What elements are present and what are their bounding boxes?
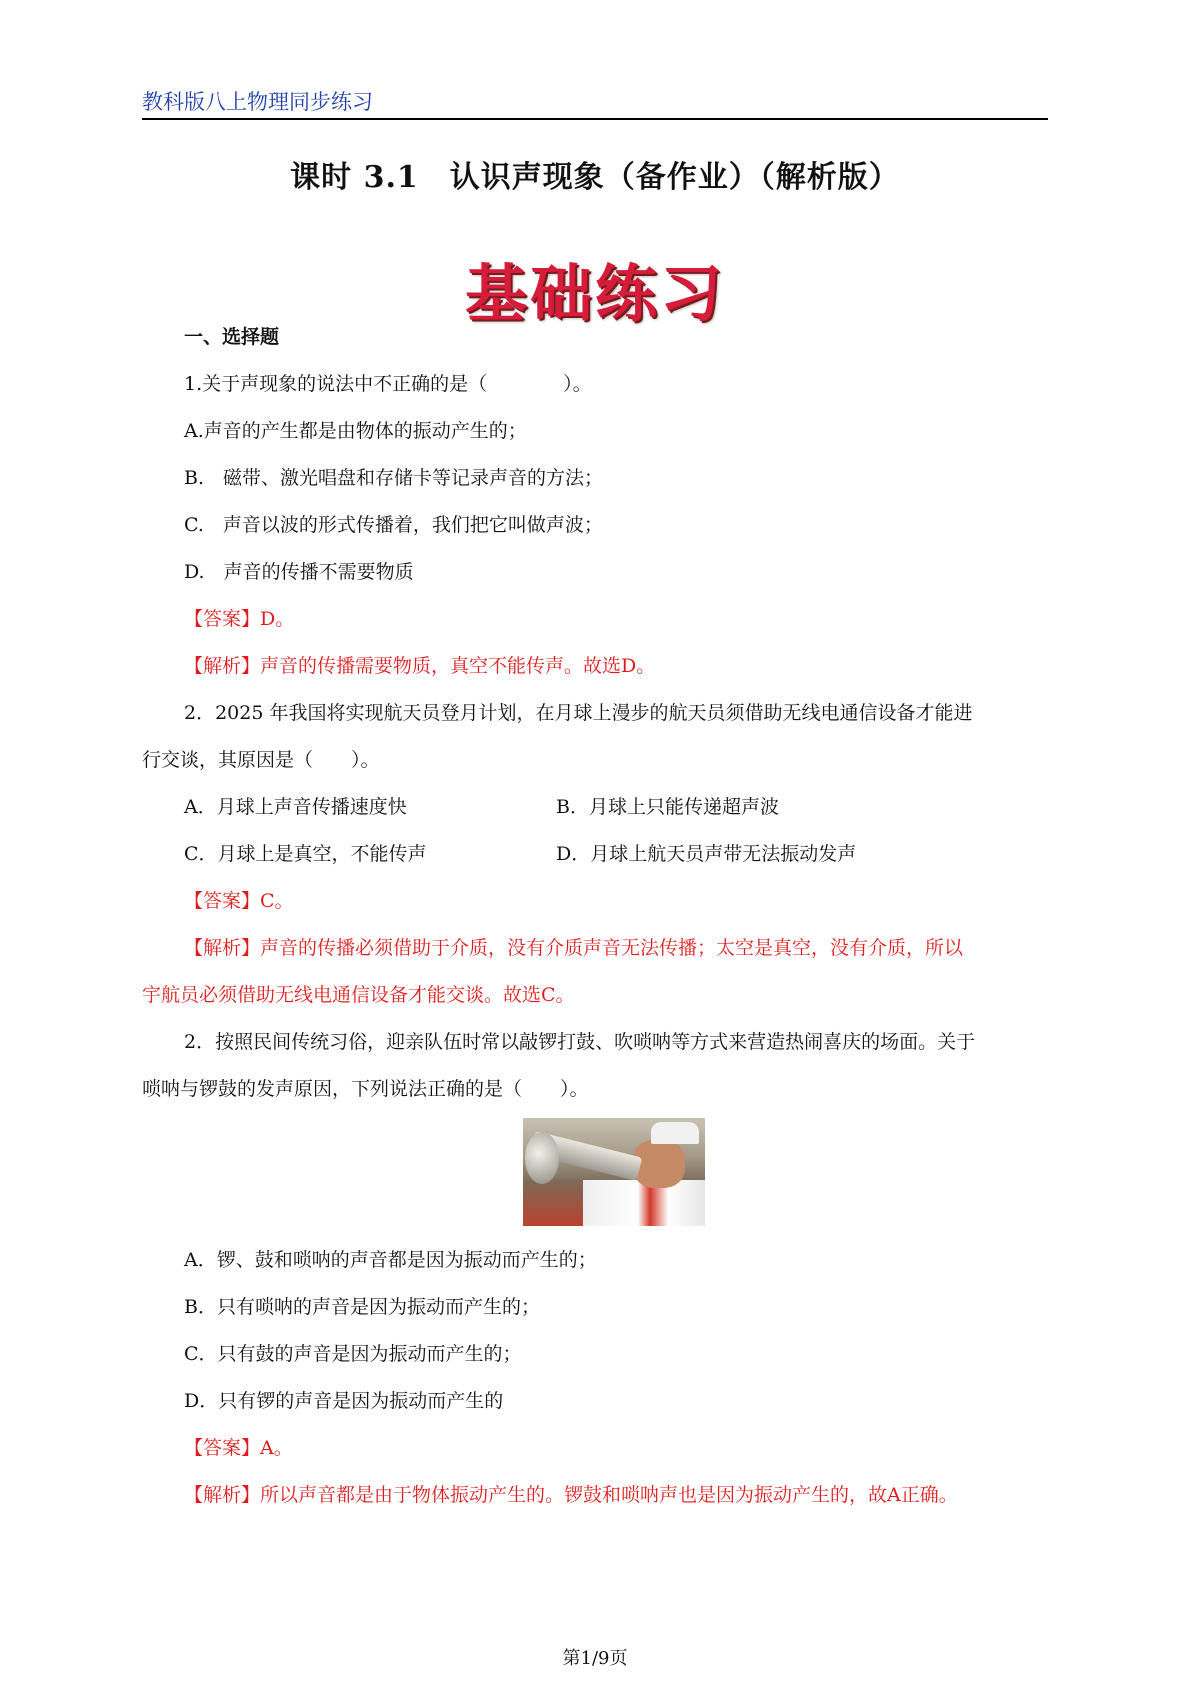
section-banner: 基础练习 [464,257,725,330]
analysis-tag: 【解析】 [184,655,261,677]
question-3-option-b: B．只有唢呐的声音是因为振动而产生的； [184,1296,540,1318]
answer-tag: 【答案】 [184,1437,261,1459]
question-3-option-a: A．锣、鼓和唢呐的声音都是因为振动而产生的； [184,1249,597,1271]
question-1-stem: 1.关于声现象的说法中不正确的是（ ）。 [184,373,592,395]
photo-cap [651,1122,699,1144]
suona-player-photo [523,1118,705,1226]
analysis-tag: 【解析】 [184,1484,261,1506]
question-2-analysis-line2: 宇航员必须借助无线电通信设备才能交谈。故选C。 [142,984,575,1006]
question-3-option-d: D．只有锣的声音是因为振动而产生的 [184,1390,504,1412]
analysis-text: 声音的传播必须借助于介质，没有介质声音无法传播；太空是真空，没有介质，所以 [260,937,964,959]
question-3-analysis [184,1480,958,1507]
question-2-answer [184,886,294,913]
question-1-answer [184,604,294,631]
question-1-option-a: A.声音的产生都是由物体的振动产生的； [184,420,527,442]
question-2-option-c: C．月球上是真空，不能传声 [184,843,427,865]
question-3-stem-line1: 2．按照民间传统习俗，迎亲队伍时常以敲锣打鼓、吹唢呐等方式来营造热闹喜庆的场面。关于 [184,1031,976,1053]
section-heading: 一、选择题 [184,326,280,348]
page-number: 第1/9页 [562,1648,628,1669]
question-1-analysis [184,651,655,678]
answer-value: C。 [260,890,294,912]
analysis-text: 声音的传播需要物质，真空不能传声。故选D。 [260,655,656,677]
analysis-tag: 【解析】 [184,937,261,959]
photo-uniform [583,1180,705,1226]
answer-tag: 【答案】 [184,890,261,912]
question-2-stem-line1: 2．2025 年我国将实现航天员登月计划，在月球上漫步的航天员须借助无线电通信设备才能进 [184,702,973,724]
photo-face [633,1140,685,1188]
question-2-stem-line2: 行交谈，其原因是（ ）。 [142,749,380,771]
question-3-answer [184,1433,293,1460]
question-2-option-a: A．月球上声音传播速度快 [184,796,407,818]
question-2-analysis-line1 [184,933,963,960]
question-3-stem-line2: 唢呐与锣鼓的发声原因，下列说法正确的是（ ）。 [142,1078,589,1100]
question-3-option-c: C．只有鼓的声音是因为振动而产生的； [184,1343,522,1365]
answer-value: D。 [260,608,295,630]
question-1-option-d: D. 声音的传播不需要物质 [184,561,414,583]
page-header [142,82,1048,120]
answer-value: A。 [260,1437,293,1459]
analysis-text: 所以声音都是由于物体振动产生的。锣鼓和唢呐声也是因为振动产生的，故A正确。 [260,1484,958,1506]
document-title: 课时 3.1 认识声现象（备作业）（解析版） [290,160,900,195]
question-2-option-d: D．月球上航天员声带无法振动发声 [556,843,857,865]
question-2-option-b: B．月球上只能传递超声波 [556,796,779,818]
answer-tag: 【答案】 [184,608,261,630]
question-1-option-b: B. 磁带、激光唱盘和存储卡等记录声音的方法； [184,467,604,489]
photo-suona-bell [525,1132,559,1184]
header-text: 教科版八上物理同步练习 [142,90,373,114]
question-1-option-c: C. 声音以波的形式传播着，我们把它叫做声波； [184,514,603,536]
